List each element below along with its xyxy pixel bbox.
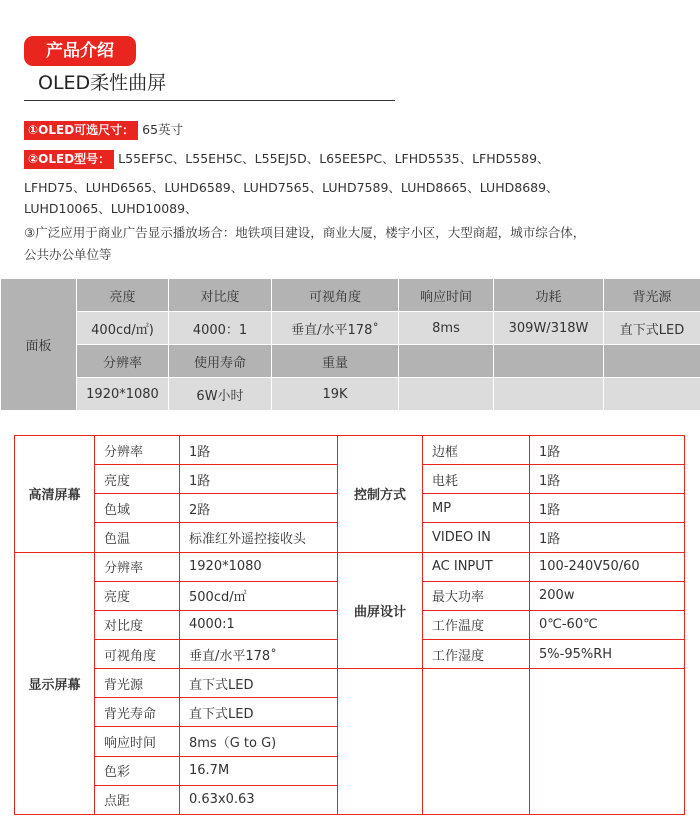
spec-value: 200w [530,581,685,610]
spec-value: 500cd/㎡ [180,581,338,610]
panel-value-empty [494,378,604,411]
spec-name: 分辨率 [95,436,180,465]
panel-header: 功耗 [494,279,604,312]
spec-value: 100-240V50/60 [530,552,685,581]
panel-header-empty [399,345,494,378]
panel-header: 对比度 [169,279,272,312]
spec-name: VIDEO IN [423,523,530,552]
empty-cell [530,669,685,815]
spec-value: 0℃-60℃ [530,610,685,639]
size-label: ①OLED可选尺寸： [24,121,138,140]
model-label: ②OLED型号： [24,150,114,169]
spec-name: 响应时间 [95,727,180,756]
panel-value: 1920*1080 [77,378,169,411]
panel-value-empty [399,378,494,411]
spec-value: 0.63x0.63 [180,785,338,814]
usage-line-1: ③广泛应用于商业广告显示播放场合：地铁项目建设，商业大厦，楼宇小区，大型商超，城市综合体， [24,225,586,240]
spec-value: 5%-95%RH [530,639,685,668]
size-line [24,120,183,140]
spec-value: 1路 [530,494,685,523]
spec-name: MP [423,494,530,523]
spec-name: 工作湿度 [423,639,530,668]
model-line-1 [24,149,550,169]
panel-row-label: 面板 [1,279,77,411]
empty-cell [423,669,530,815]
spec-value: 4000:1 [180,610,338,639]
spec-value: 16.7M [180,756,338,785]
model-list-1: L55EF5C、L55EH5C、L55EJ5D、L65EE5PC、LFHD5535、LFHD5589、 [118,151,550,166]
display-screen-label: 显示屏幕 [15,552,95,814]
model-list-3: LUHD10065、LUHD10089、 [24,201,198,216]
spec-value: 直下式LED [180,669,338,698]
control-method-label: 控制方式 [338,436,423,553]
usage-line-2: 公共办公单位等 [24,247,112,262]
spec-name: 亮度 [95,581,180,610]
empty-cell [338,669,423,815]
panel-spec-table [0,278,700,411]
spec-value: 8ms（G to G) [180,727,338,756]
spec-value: 1路 [530,465,685,494]
panel-header: 使用寿命 [169,345,272,378]
panel-header: 亮度 [77,279,169,312]
panel-value: 垂直/水平178˚ [272,312,399,345]
panel-value: 19K [272,378,399,411]
hd-screen-label: 高清屏幕 [15,436,95,553]
panel-header-empty [494,345,604,378]
spec-name: 最大功率 [423,581,530,610]
title-divider [24,100,395,101]
spec-value: 垂直/水平178˚ [180,639,338,668]
spec-name: 色域 [95,494,180,523]
panel-header: 分辨率 [77,345,169,378]
spec-value: 1920*1080 [180,552,338,581]
spec-name: 亮度 [95,465,180,494]
spec-name: 色温 [95,523,180,552]
panel-value: 309W/318W [494,312,604,345]
size-value: 65英寸 [142,122,184,137]
spec-name: 分辨率 [95,552,180,581]
panel-value: 8ms [399,312,494,345]
panel-header: 可视角度 [272,279,399,312]
spec-name: AC INPUT [423,552,530,581]
panel-header: 重量 [272,345,399,378]
spec-name: 边框 [423,436,530,465]
panel-value: 400cd/㎡) [77,312,169,345]
panel-value: 4000：1 [169,312,272,345]
product-title: OLED柔性曲屏 [38,72,167,94]
section-badge: 产品介绍 [24,36,136,66]
panel-header: 响应时间 [399,279,494,312]
detail-spec-table [14,435,685,815]
panel-value-empty [604,378,700,411]
spec-value: 1路 [530,436,685,465]
panel-value: 6W小时 [169,378,272,411]
curved-design-label: 曲屏设计 [338,552,423,669]
spec-name: 对比度 [95,610,180,639]
spec-value: 2路 [180,494,338,523]
spec-name: 工作温度 [423,610,530,639]
spec-value: 标准红外遥控接收头 [180,523,338,552]
spec-value: 1路 [180,465,338,494]
panel-header: 背光源 [604,279,700,312]
spec-name: 色彩 [95,756,180,785]
spec-name: 点距 [95,785,180,814]
spec-name: 背光寿命 [95,698,180,727]
spec-name: 背光源 [95,669,180,698]
panel-value: 直下式LED [604,312,700,345]
panel-header-empty [604,345,700,378]
spec-name: 可视角度 [95,639,180,668]
spec-value: 1路 [180,436,338,465]
spec-name: 电耗 [423,465,530,494]
spec-value: 1路 [530,523,685,552]
model-list-2: LFHD75、LUHD6565、LUHD6589、LUHD7565、LUHD7589、LUHD8665、LUHD8689、 [24,180,559,195]
spec-value: 直下式LED [180,698,338,727]
